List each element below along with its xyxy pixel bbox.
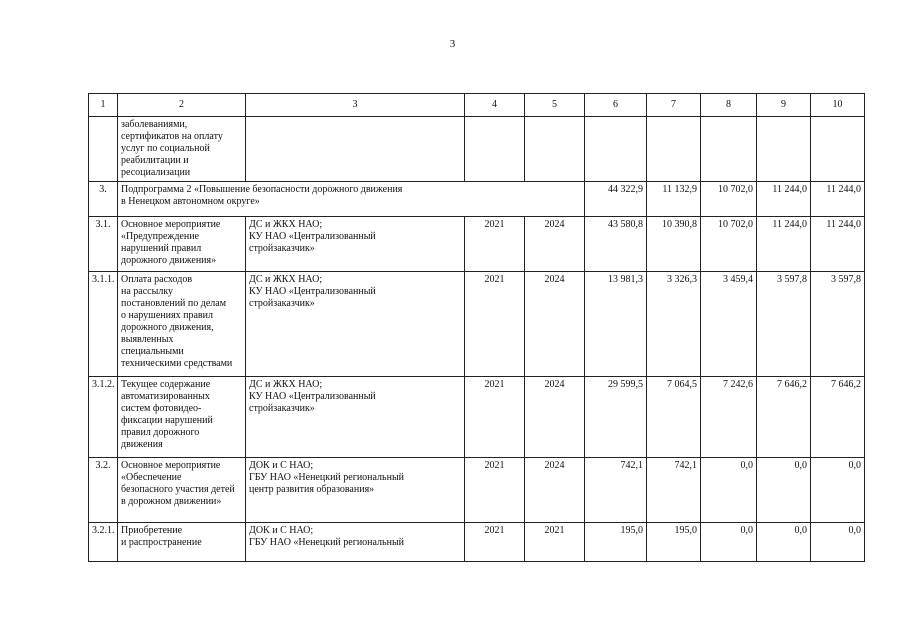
item-executor: ДС и ЖКХ НАО; КУ НАО «Централизованный стройзаказчик»: [246, 217, 465, 272]
column-header: 6: [585, 94, 647, 117]
year-amount: 7 242,6: [701, 377, 757, 458]
year-amount: 11 244,0: [811, 182, 865, 217]
table-row-subprogram: [89, 182, 865, 217]
year-amount: 0,0: [701, 523, 757, 562]
column-header: 10: [811, 94, 865, 117]
column-header: 2: [118, 94, 246, 117]
table-header-row: [89, 94, 865, 117]
program-table: [88, 93, 865, 562]
year-amount: 11 244,0: [757, 217, 811, 272]
total-amount: 43 580,8: [585, 217, 647, 272]
total-amount: [585, 117, 647, 182]
end-year: 2024: [525, 217, 585, 272]
year-amount: [811, 117, 865, 182]
start-year: 2021: [465, 272, 525, 377]
item-executor: ДС и ЖКХ НАО; КУ НАО «Централизованный стройзаказчик»: [246, 377, 465, 458]
item-executor: ДОК и С НАО; ГБУ НАО «Ненецкий региональный: [246, 523, 465, 562]
year-amount: 0,0: [757, 523, 811, 562]
year-amount: 0,0: [811, 523, 865, 562]
table-row: [89, 377, 865, 458]
year-amount: 11 244,0: [811, 217, 865, 272]
item-number: 3.2.1.: [89, 523, 118, 562]
year-amount: [647, 117, 701, 182]
column-header: 9: [757, 94, 811, 117]
table-row: [89, 523, 865, 562]
year-amount: 7 646,2: [757, 377, 811, 458]
total-amount: 195,0: [585, 523, 647, 562]
year-amount: 7 064,5: [647, 377, 701, 458]
year-amount: 11 244,0: [757, 182, 811, 217]
table-row: [89, 117, 865, 182]
year-amount: 10 702,0: [701, 182, 757, 217]
item-number: 3.1.2.: [89, 377, 118, 458]
item-name: Основное мероприятие «Предупреждение нарушений правил дорожного движения»: [118, 217, 246, 272]
table-row: [89, 217, 865, 272]
start-year: 2021: [465, 377, 525, 458]
start-year: [465, 117, 525, 182]
year-amount: 10 702,0: [701, 217, 757, 272]
total-amount: 29 599,5: [585, 377, 647, 458]
year-amount: 0,0: [811, 458, 865, 523]
item-name: Текущее содержание автоматизированных систем фотовидео- фиксации нарушений правил дорожного движения: [118, 377, 246, 458]
item-executor: ДС и ЖКХ НАО; КУ НАО «Централизованный стройзаказчик»: [246, 272, 465, 377]
start-year: 2021: [465, 217, 525, 272]
total-amount: 44 322,9: [585, 182, 647, 217]
item-number: 3.2.: [89, 458, 118, 523]
column-header: 5: [525, 94, 585, 117]
table-row: [89, 272, 865, 377]
year-amount: [701, 117, 757, 182]
year-amount: 3 459,4: [701, 272, 757, 377]
page-number: 3: [449, 38, 456, 50]
start-year: 2021: [465, 458, 525, 523]
item-executor: [246, 117, 465, 182]
column-header: 1: [89, 94, 118, 117]
item-number: 3.: [89, 182, 118, 217]
subprogram-title: Подпрограмма 2 «Повышение безопасности дорожного движения в Ненецком автономном округе»: [118, 182, 585, 217]
year-amount: 3 326,3: [647, 272, 701, 377]
year-amount: 742,1: [647, 458, 701, 523]
year-amount: 3 597,8: [811, 272, 865, 377]
item-name: Основное мероприятие «Обеспечение безопасного участия детей в дорожном движении»: [118, 458, 246, 523]
column-header: 3: [246, 94, 465, 117]
year-amount: 7 646,2: [811, 377, 865, 458]
end-year: 2024: [525, 377, 585, 458]
year-amount: 10 390,8: [647, 217, 701, 272]
item-name: заболеваниями, сертификатов на оплату услуг по социальной реабилитации и ресоциализации: [118, 117, 246, 182]
total-amount: 742,1: [585, 458, 647, 523]
table-row: [89, 458, 865, 523]
column-header: 8: [701, 94, 757, 117]
item-name: Приобретение и распространение: [118, 523, 246, 562]
total-amount: 13 981,3: [585, 272, 647, 377]
year-amount: [757, 117, 811, 182]
end-year: 2021: [525, 523, 585, 562]
item-name: Оплата расходов на рассылку постановлений по делам о нарушениях правил дорожного движения, выявленных специальными техническими средствами: [118, 272, 246, 377]
end-year: [525, 117, 585, 182]
year-amount: 0,0: [701, 458, 757, 523]
item-number: 3.1.1.: [89, 272, 118, 377]
column-header: 7: [647, 94, 701, 117]
item-executor: ДОК и С НАО; ГБУ НАО «Ненецкий региональный центр развития образования»: [246, 458, 465, 523]
year-amount: 195,0: [647, 523, 701, 562]
end-year: 2024: [525, 272, 585, 377]
item-number: [89, 117, 118, 182]
year-amount: 3 597,8: [757, 272, 811, 377]
column-header: 4: [465, 94, 525, 117]
year-amount: 11 132,9: [647, 182, 701, 217]
item-number: 3.1.: [89, 217, 118, 272]
start-year: 2021: [465, 523, 525, 562]
year-amount: 0,0: [757, 458, 811, 523]
end-year: 2024: [525, 458, 585, 523]
